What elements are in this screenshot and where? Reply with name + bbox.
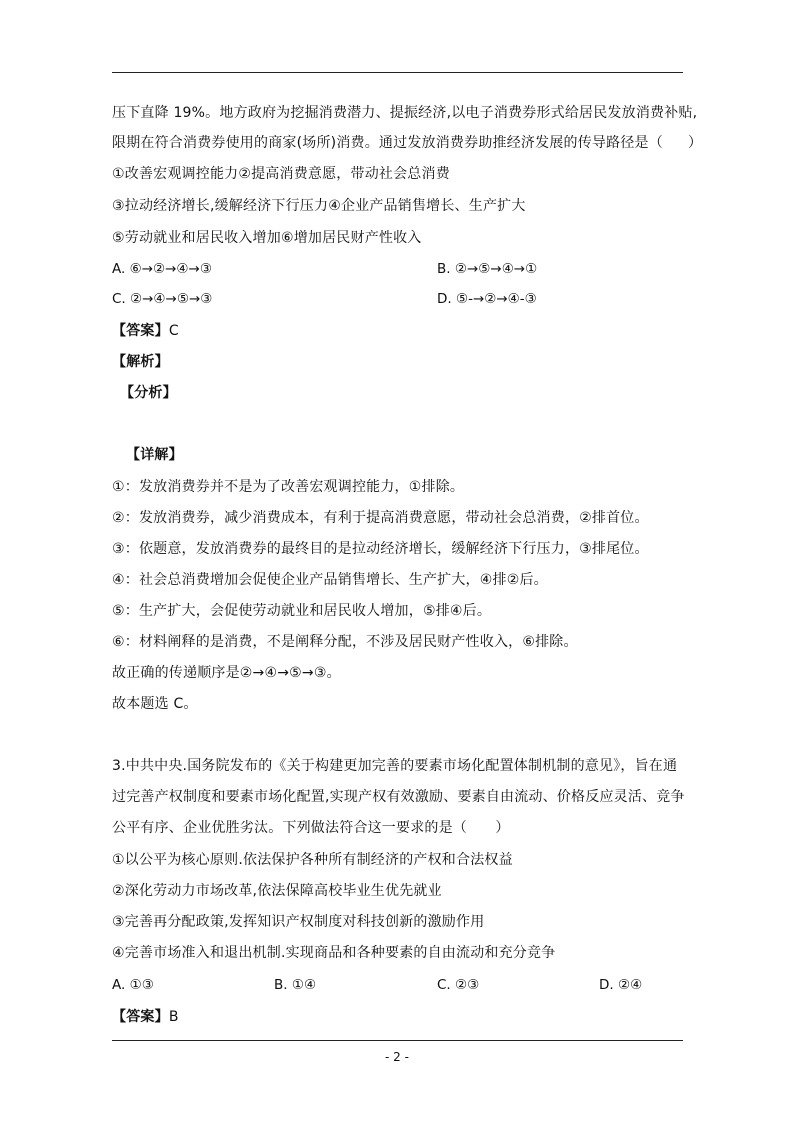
page-number: - 2 - <box>385 1050 409 1064</box>
q2-stem-line2: 限期在符合消费券使用的商家(场所)消费。通过发放消费券助推经济发展的传导路径是（ <box>112 135 663 151</box>
option-label: D. <box>599 977 614 993</box>
q3-option-d <box>599 976 642 994</box>
answer-label: 【答案】 <box>112 323 169 339</box>
q3-option-a <box>112 976 154 994</box>
q2-item: ①改善宏观调控能力②提高消费意愿，带动社会总消费 <box>112 166 450 182</box>
option-text: ②→⑤→④→① <box>454 261 538 277</box>
header-rule <box>112 72 683 73</box>
q2-fenxi-label <box>120 384 177 402</box>
detail-label: 【详解】 <box>126 447 183 463</box>
q2-stem-paren-close: ） <box>688 135 702 151</box>
q2-option-c <box>112 290 212 308</box>
option-text: ⑤-→②→④-③ <box>455 291 537 307</box>
option-text: ②③ <box>455 977 480 993</box>
option-text: ②④ <box>617 977 643 993</box>
q2-answer <box>112 322 179 340</box>
q2-detail-line: 故正确的传递顺序是②→④→⑤→③。 <box>112 665 341 681</box>
option-label: C. <box>437 977 451 993</box>
option-label: C. <box>112 291 126 307</box>
q3-stem-line2: 过完善产权制度和要素市场化配置,实现产权有效激励、要素自由流动、价格反应灵活、竞争 <box>112 789 685 805</box>
q3-answer <box>112 1008 179 1026</box>
option-text: ①④ <box>291 977 317 993</box>
q2-analysis-label <box>112 353 169 371</box>
option-text: ⑥→②→④→③ <box>129 261 212 277</box>
q2-stem-line1: 压下直降 19%。地方政府为挖掘消费潜力、提振经济,以电子消费券形式给居民发放消费补贴, <box>112 105 698 121</box>
q3-option-c <box>437 976 479 994</box>
q2-item: ③拉动经济增长,缓解经济下行压力④企业产品销售增长、生产扩大 <box>112 198 526 214</box>
q2-item: ⑤劳动就业和居民收入增加⑥增加居民财产性收入 <box>112 230 422 246</box>
q3-option-b <box>274 976 316 994</box>
q3-stem-line1: 3.中共中央.国务院发布的《关于构建更加完善的要素市场化配置体制机制的意见》，旨在通 <box>112 758 678 774</box>
footer-rule <box>112 1040 683 1041</box>
q3-stem-line3: 公平有序、企业优胜劣汰。下列做法符合这一要求的是（ ） <box>112 820 510 836</box>
option-label: B. <box>274 977 288 993</box>
option-text: ①③ <box>129 977 154 993</box>
answer-value: C <box>168 323 179 339</box>
q3-item: ②深化劳动力市场改革,依法保障高校毕业生优先就业 <box>112 883 442 899</box>
q2-detail-line: 故本题选 C。 <box>112 696 198 712</box>
q3-item: ③完善再分配政策,发挥知识产权制度对科技创新的激励作用 <box>112 914 485 930</box>
analysis-label: 【解析】 <box>112 354 169 370</box>
q2-option-d <box>437 290 537 308</box>
option-label: B. <box>437 261 451 277</box>
fenxi-label: 【分析】 <box>120 385 177 401</box>
answer-label: 【答案】 <box>112 1009 169 1025</box>
option-label: A. <box>112 261 126 277</box>
q2-detail-line: ④：社会总消费增加会促使企业产品销售增长、生产扩大，④排②后。 <box>112 572 548 588</box>
option-label: D. <box>437 291 452 307</box>
q2-detail-line: ①：发放消费券并不是为了改善宏观调控能力，①排除。 <box>112 479 465 495</box>
q2-detail-line: ③：依题意，发放消费券的最终目的是拉动经济增长，缓解经济下行压力，③排尾位。 <box>112 541 649 557</box>
q3-item: ①以公平为核心原则.依法保护各种所有制经济的产权和合法权益 <box>112 852 513 868</box>
q2-detail-line: ⑥：材料阐释的是消费，不是阐释分配，不涉及居民财产性收入，⑥排除。 <box>112 634 578 650</box>
q2-detail-line: ②：发放消费券，减少消费成本，有利于提高消费意愿，带动社会总消费，②排首位。 <box>112 510 649 526</box>
answer-value: B <box>168 1009 179 1025</box>
q2-option-a <box>112 260 212 278</box>
q3-item: ④完善市场准入和退出机制.实现商品和各种要素的自由流动和充分竞争 <box>112 945 556 961</box>
q2-detail-line: ⑤：生产扩大，会促使劳动就业和居民收人增加，⑤排④后。 <box>112 603 492 619</box>
q2-detail-label <box>126 446 183 464</box>
option-text: ②→④→⑤→③ <box>130 291 213 307</box>
q2-option-b <box>437 260 537 278</box>
option-label: A. <box>112 977 126 993</box>
